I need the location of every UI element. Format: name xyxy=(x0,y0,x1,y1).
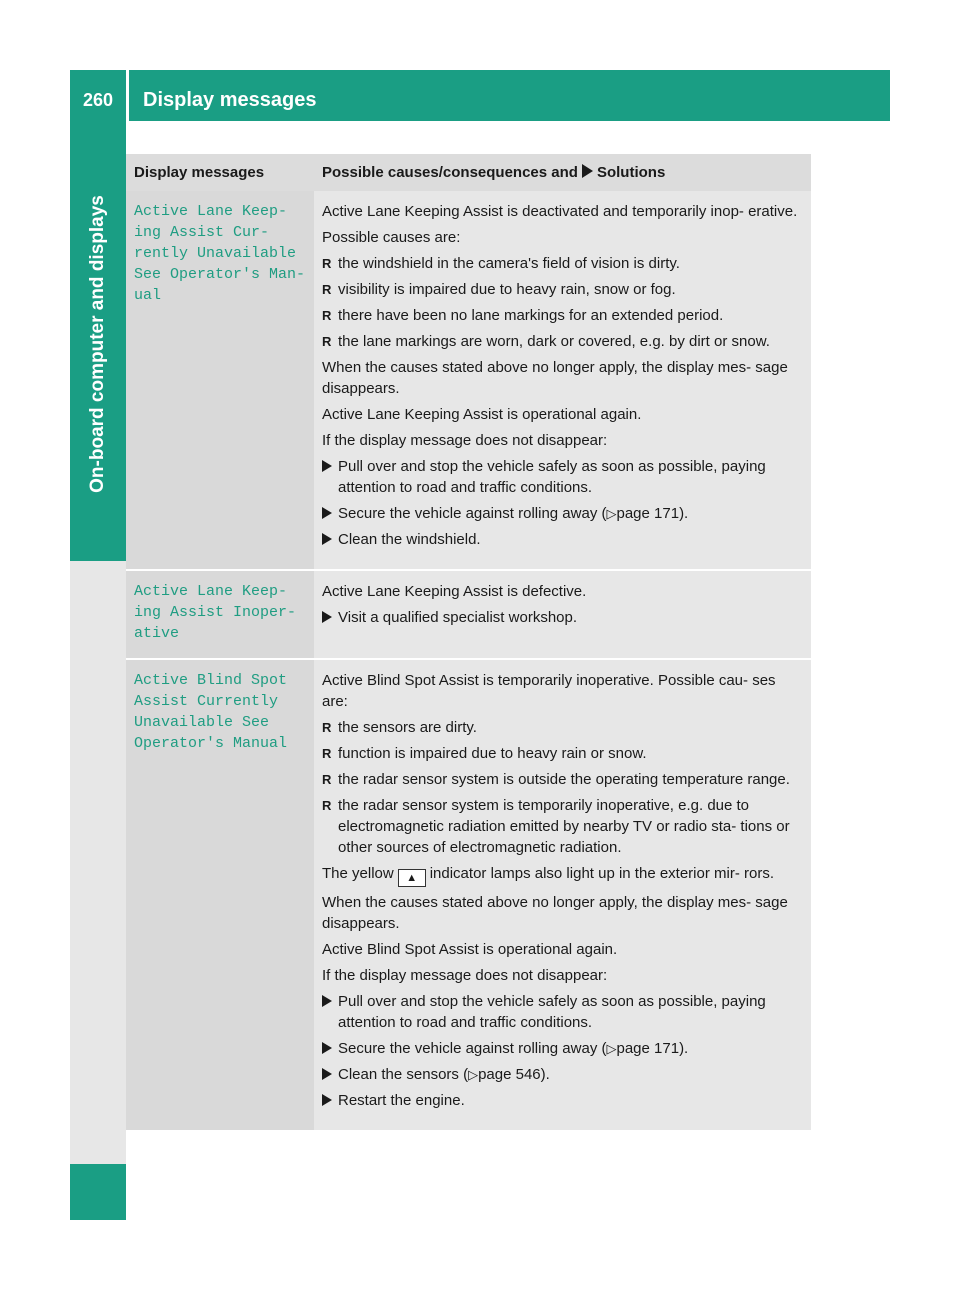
page-reference-icon: ▷ xyxy=(606,1041,617,1056)
triangle-arrow-icon xyxy=(322,1094,332,1106)
col-header-prefix: Possible causes/consequences and xyxy=(322,164,578,181)
triangle-arrow-icon xyxy=(322,533,332,545)
triangle-arrow-icon xyxy=(322,460,332,472)
description-cell xyxy=(314,570,811,659)
col-header-messages: Display messages xyxy=(126,154,314,191)
action-text: Pull over and stop the vehicle safely as soon as possible, paying attention to road and traffic conditions. xyxy=(338,993,766,1031)
action-text: Restart the engine. xyxy=(338,1092,465,1109)
triangle-arrow-icon xyxy=(582,164,593,178)
message-line: Assist Currently xyxy=(134,693,279,710)
resolution-text: When the causes stated above no longer apply, the display mes‐ sage disappears. xyxy=(322,359,788,397)
resolution-text: Active Lane Keeping Assist is operational again. xyxy=(322,406,642,423)
triangle-arrow-icon xyxy=(322,995,332,1007)
display-messages-table xyxy=(126,154,811,1130)
message-cell xyxy=(126,570,314,659)
action-step xyxy=(322,456,803,498)
lamp-text-after: indicator lamps also light up in the exterior mir‐ rors. xyxy=(429,865,774,882)
triangle-arrow-icon xyxy=(322,1068,332,1080)
action-tail: ). xyxy=(679,505,689,522)
causes-label: Possible causes are: xyxy=(322,229,461,246)
page-reference-link[interactable]: page 546 xyxy=(478,1066,541,1083)
cause-item: R the sensors are dirty. xyxy=(322,717,803,738)
message-line: rently Unavailable xyxy=(134,245,297,262)
triangle-arrow-icon xyxy=(322,1042,332,1054)
blind-spot-warning-lamp-icon: ▲ xyxy=(398,869,426,887)
message-line: ing Assist Inoper‐ xyxy=(134,604,297,621)
page-reference-link[interactable]: page 171 xyxy=(616,505,680,522)
triangle-arrow-icon xyxy=(322,507,332,519)
message-line: See Operator's Man‐ xyxy=(134,266,306,283)
action-tail: ). xyxy=(540,1066,550,1083)
col-header-suffix: Solutions xyxy=(596,164,666,181)
action-text: Visit a qualified specialist workshop. xyxy=(338,609,578,626)
page-title: Display messages xyxy=(143,89,317,111)
action-step xyxy=(322,529,803,550)
cause-item: R there have been no lane markings for an extended period. xyxy=(322,305,803,326)
message-line: ual xyxy=(134,287,162,304)
cause-item: R the windshield in the camera's field of vision is dirty. xyxy=(322,253,803,274)
page-header xyxy=(70,70,890,121)
table-header-row xyxy=(126,154,811,191)
resolution-text: If the display message does not disappear: xyxy=(322,432,608,449)
cause-item: R the radar sensor system is temporarily inoperative, e.g. due to electromagnetic radiation emitted by nearby TV or radio sta‐ tions or other sources of electromagnetic radiation. xyxy=(322,795,803,858)
action-step xyxy=(322,991,803,1033)
section-marker xyxy=(70,1164,126,1220)
action-step xyxy=(322,1064,803,1085)
intro-text: Active Lane Keeping Assist is deactivated and temporarily inop‐ erative. xyxy=(322,203,798,220)
action-text: Clean the windshield. xyxy=(338,531,481,548)
table-row xyxy=(126,191,811,570)
resolution-text: If the display message does not disappear: xyxy=(322,967,608,984)
action-text: Clean the sensors ( xyxy=(338,1066,469,1083)
message-line: Operator's Manual xyxy=(134,735,288,752)
message-line: Active Lane Keep‐ xyxy=(134,583,288,600)
table-row xyxy=(126,570,811,659)
message-cell xyxy=(126,191,314,570)
section-label: On-board computer and displays xyxy=(87,195,108,493)
description-cell xyxy=(314,659,811,1130)
col-header-solutions xyxy=(314,154,811,191)
message-line: ative xyxy=(134,625,180,642)
intro-text: Active Lane Keeping Assist is defective. xyxy=(322,583,587,600)
cause-item: R the radar sensor system is outside the operating temperature range. xyxy=(322,769,803,790)
table-row xyxy=(126,659,811,1130)
page-number: 260 xyxy=(82,90,114,110)
lamp-text xyxy=(322,863,803,887)
message-line: Unavailable See xyxy=(134,714,270,731)
action-step xyxy=(322,607,803,628)
action-text: Secure the vehicle against rolling away ( xyxy=(338,1040,607,1057)
message-cell xyxy=(126,659,314,1130)
action-step xyxy=(322,1090,803,1111)
action-text: Secure the vehicle against rolling away ( xyxy=(338,505,607,522)
message-line: Active Lane Keep‐ xyxy=(134,203,288,220)
action-tail: ). xyxy=(679,1040,689,1057)
page-reference-icon: ▷ xyxy=(468,1067,479,1082)
resolution-text: Active Blind Spot Assist is operational again. xyxy=(322,941,618,958)
action-step xyxy=(322,503,803,524)
message-line: ing Assist Cur‐ xyxy=(134,224,270,241)
resolution-text: When the causes stated above no longer apply, the display mes‐ sage disappears. xyxy=(322,894,788,932)
intro-text: Active Blind Spot Assist is temporarily inoperative. Possible cau‐ ses are: xyxy=(322,672,776,710)
cause-item: R function is impaired due to heavy rain or snow. xyxy=(322,743,803,764)
cause-item: R visibility is impaired due to heavy rain, snow or fog. xyxy=(322,279,803,300)
triangle-arrow-icon xyxy=(322,611,332,623)
page-reference-icon: ▷ xyxy=(606,506,617,521)
description-cell xyxy=(314,191,811,570)
cause-item: R the lane markings are worn, dark or covered, e.g. by dirt or snow. xyxy=(322,331,803,352)
action-text: Pull over and stop the vehicle safely as soon as possible, paying attention to road and traffic conditions. xyxy=(338,458,766,496)
action-step xyxy=(322,1038,803,1059)
lamp-text-before: The yellow xyxy=(322,865,394,882)
message-line: Active Blind Spot xyxy=(134,672,288,689)
header-divider xyxy=(126,70,129,121)
page-reference-link[interactable]: page 171 xyxy=(616,1040,680,1057)
